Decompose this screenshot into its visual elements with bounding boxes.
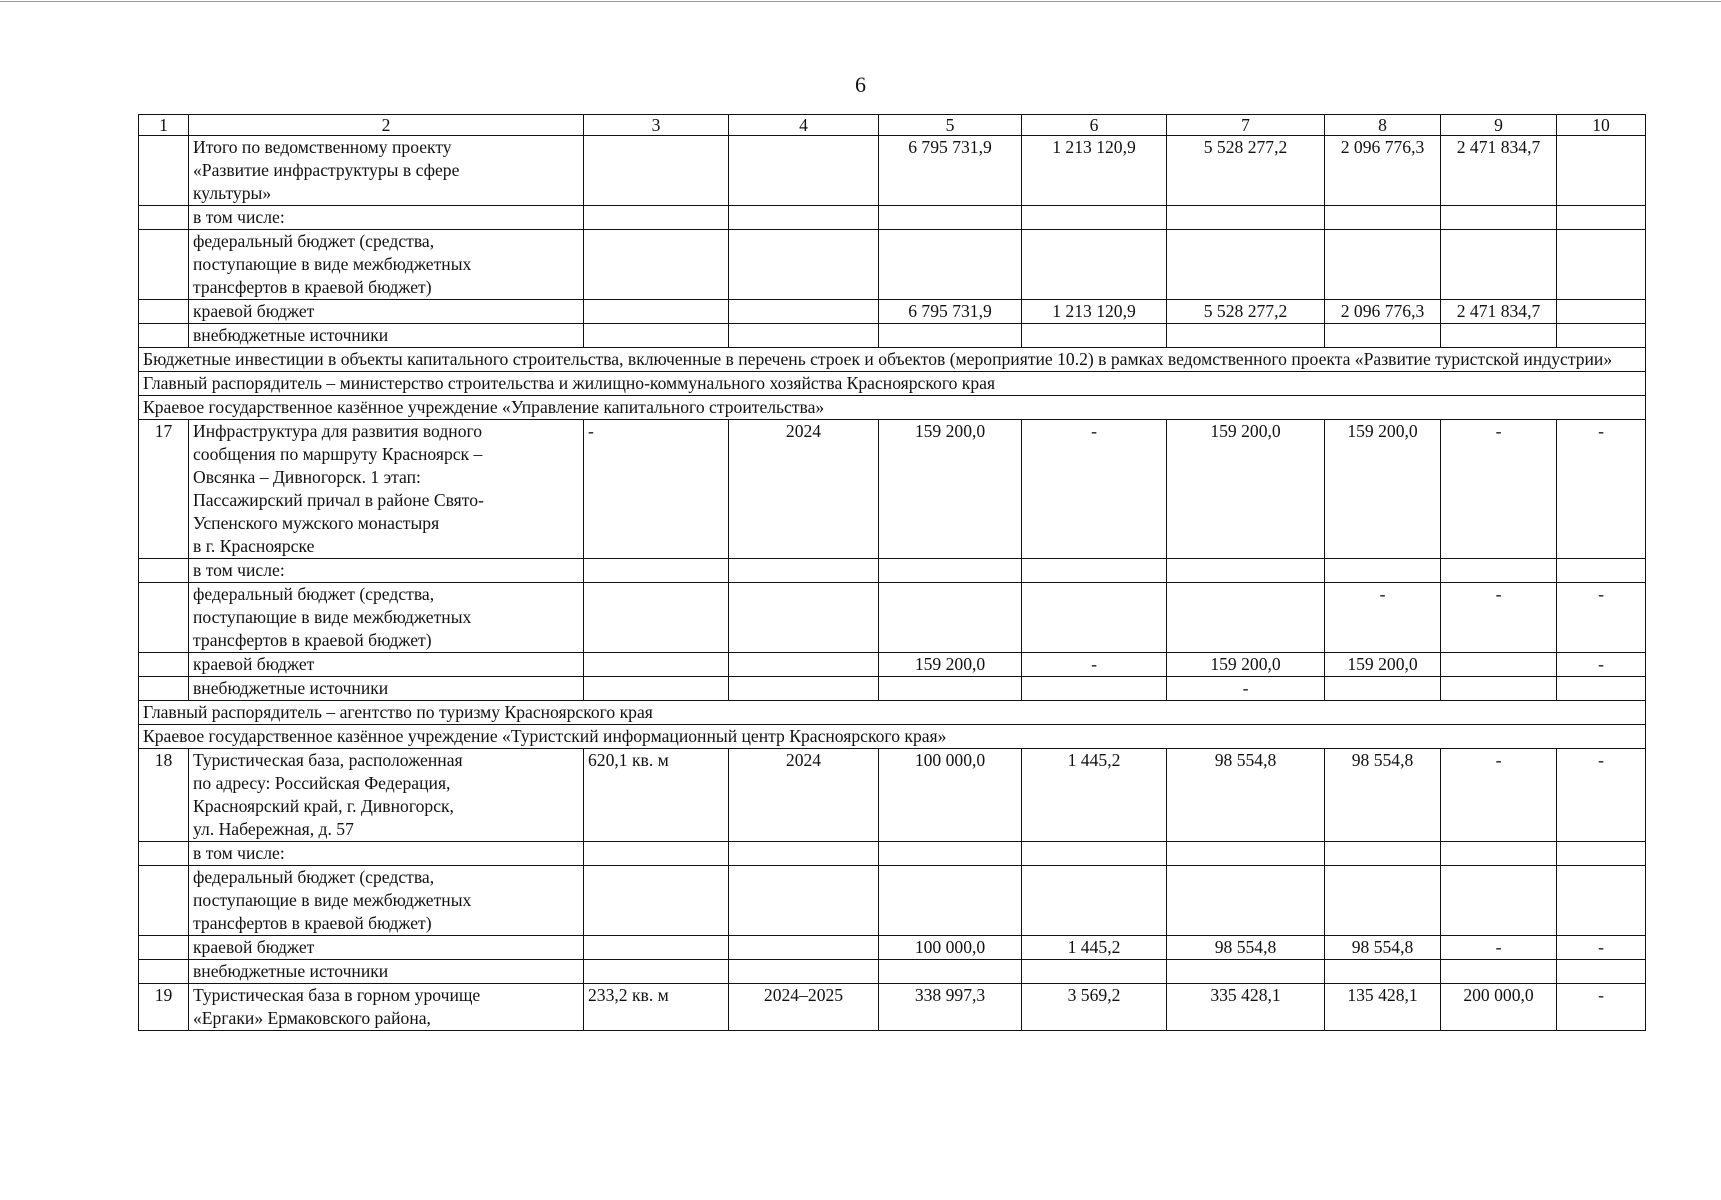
- value-cell: 159 200,0: [1167, 420, 1325, 559]
- value-cell: -: [1022, 420, 1167, 559]
- value-cell: [1325, 677, 1441, 701]
- table-row: [139, 324, 1646, 348]
- item-name-cell: краевой бюджет: [189, 653, 584, 677]
- table-row: [139, 984, 1646, 1031]
- value-cell: -: [1022, 653, 1167, 677]
- value-cell: [1441, 324, 1557, 348]
- value-cell: [584, 206, 729, 230]
- value-cell: -: [1441, 420, 1557, 559]
- item-name-cell: краевой бюджет: [189, 300, 584, 324]
- value-cell: 200 000,0: [1441, 984, 1557, 1031]
- value-cell: [1325, 866, 1441, 936]
- value-cell: [1022, 324, 1167, 348]
- table-row: [139, 653, 1646, 677]
- value-cell: -: [1557, 420, 1646, 559]
- row-number-cell: [139, 677, 189, 701]
- header-cell: 4: [729, 115, 879, 136]
- value-cell: [584, 324, 729, 348]
- row-number-cell: [139, 324, 189, 348]
- section-heading-row: [139, 701, 1646, 725]
- value-cell: [729, 583, 879, 653]
- value-cell: [1557, 230, 1646, 300]
- value-cell: 3 569,2: [1022, 984, 1167, 1031]
- value-cell: [1022, 206, 1167, 230]
- header-cell: 1: [139, 115, 189, 136]
- value-cell: [584, 677, 729, 701]
- value-cell: [584, 653, 729, 677]
- value-cell: [1325, 230, 1441, 300]
- item-name-cell: Инфраструктура для развития водного сообщения по маршруту Красноярск – Овсянка – Дивногорск. 1 этап: Пассажирский причал в районе Свято- Успенского мужского монастыря в г. Красноярске: [189, 420, 584, 559]
- section-heading-row: [139, 372, 1646, 396]
- value-cell: 2 471 834,7: [1441, 136, 1557, 206]
- value-cell: -: [1441, 936, 1557, 960]
- budget-table: [138, 114, 1646, 1031]
- item-name-cell: в том числе:: [189, 842, 584, 866]
- value-cell: [729, 230, 879, 300]
- row-number-cell: [139, 136, 189, 206]
- value-cell: [729, 653, 879, 677]
- table-row: [139, 677, 1646, 701]
- value-cell: -: [1557, 749, 1646, 842]
- section-heading: Главный распорядитель – агентство по туризму Красноярского края: [139, 701, 1646, 725]
- value-cell: 2024: [729, 420, 879, 559]
- table-row: [139, 300, 1646, 324]
- row-number-cell: [139, 842, 189, 866]
- value-cell: 1 213 120,9: [1022, 300, 1167, 324]
- value-cell: -: [1167, 677, 1325, 701]
- value-cell: [1441, 559, 1557, 583]
- section-heading-row: [139, 396, 1646, 420]
- value-cell: [584, 559, 729, 583]
- value-cell: 1 445,2: [1022, 936, 1167, 960]
- value-cell: [1441, 677, 1557, 701]
- value-cell: [1441, 960, 1557, 984]
- item-name-cell: внебюджетные источники: [189, 677, 584, 701]
- value-cell: 5 528 277,2: [1167, 300, 1325, 324]
- value-cell: -: [1557, 984, 1646, 1031]
- header-cell: 7: [1167, 115, 1325, 136]
- value-cell: 159 200,0: [1325, 420, 1441, 559]
- value-cell: [1022, 960, 1167, 984]
- value-cell: [1441, 842, 1557, 866]
- value-cell: [879, 324, 1022, 348]
- value-cell: [1557, 677, 1646, 701]
- value-cell: [1167, 206, 1325, 230]
- value-cell: [729, 936, 879, 960]
- value-cell: [584, 583, 729, 653]
- value-cell: 2024–2025: [729, 984, 879, 1031]
- value-cell: [1325, 324, 1441, 348]
- table-body: [139, 115, 1646, 1031]
- value-cell: 98 554,8: [1167, 749, 1325, 842]
- value-cell: [1022, 583, 1167, 653]
- value-cell: 6 795 731,9: [879, 136, 1022, 206]
- value-cell: [1022, 677, 1167, 701]
- value-cell: [879, 583, 1022, 653]
- row-number-cell: 18: [139, 749, 189, 842]
- value-cell: [1557, 842, 1646, 866]
- value-cell: [584, 230, 729, 300]
- item-name-cell: федеральный бюджет (средства, поступающие в виде межбюджетных трансфертов в краевой бюджет): [189, 866, 584, 936]
- table-row: [139, 936, 1646, 960]
- header-cell: 8: [1325, 115, 1441, 136]
- value-cell: 159 200,0: [879, 653, 1022, 677]
- value-cell: 620,1 кв. м: [584, 749, 729, 842]
- value-cell: [1167, 324, 1325, 348]
- page-number: 6: [855, 72, 866, 97]
- value-cell: [1022, 842, 1167, 866]
- section-heading-row: [139, 348, 1646, 372]
- value-cell: [1167, 842, 1325, 866]
- value-cell: [584, 936, 729, 960]
- value-cell: 2024: [729, 749, 879, 842]
- value-cell: [1441, 206, 1557, 230]
- table-row: [139, 420, 1646, 559]
- value-cell: [729, 677, 879, 701]
- header-cell: 9: [1441, 115, 1557, 136]
- row-number-cell: 19: [139, 984, 189, 1031]
- section-heading: Главный распорядитель – министерство строительства и жилищно-коммунального хозяйства Красноярского края: [139, 372, 1646, 396]
- item-name-cell: внебюджетные источники: [189, 324, 584, 348]
- value-cell: [1441, 653, 1557, 677]
- value-cell: [729, 206, 879, 230]
- scan-edge-line: [0, 1, 1721, 2]
- table-row: [139, 206, 1646, 230]
- item-name-cell: Итого по ведомственному проекту «Развитие инфраструктуры в сфере культуры»: [189, 136, 584, 206]
- value-cell: 335 428,1: [1167, 984, 1325, 1031]
- item-name-cell: федеральный бюджет (средства, поступающие в виде межбюджетных трансфертов в краевой бюджет): [189, 583, 584, 653]
- table-row: [139, 230, 1646, 300]
- value-cell: [1557, 960, 1646, 984]
- table-row: [139, 842, 1646, 866]
- value-cell: [729, 324, 879, 348]
- section-heading: Краевое государственное казённое учреждение «Управление капитального строительства»: [139, 396, 1646, 420]
- value-cell: [879, 206, 1022, 230]
- value-cell: [879, 866, 1022, 936]
- item-name-cell: краевой бюджет: [189, 936, 584, 960]
- value-cell: [729, 960, 879, 984]
- row-number-cell: [139, 866, 189, 936]
- value-cell: [1557, 136, 1646, 206]
- value-cell: [1022, 866, 1167, 936]
- value-cell: [1167, 960, 1325, 984]
- value-cell: [1557, 559, 1646, 583]
- value-cell: [729, 300, 879, 324]
- item-name-cell: Туристическая база в горном урочище «Ергаки» Ермаковского района,: [189, 984, 584, 1031]
- header-cell: 5: [879, 115, 1022, 136]
- value-cell: 135 428,1: [1325, 984, 1441, 1031]
- section-heading: Бюджетные инвестиции в объекты капитального строительства, включенные в перечень строек и объектов (мероприятие 10.2) в рамках ведомственного проекта «Развитие туристской индустрии»: [139, 348, 1646, 372]
- row-number-cell: [139, 583, 189, 653]
- value-cell: 6 795 731,9: [879, 300, 1022, 324]
- value-cell: [584, 866, 729, 936]
- value-cell: [729, 866, 879, 936]
- table-row: [139, 136, 1646, 206]
- value-cell: [584, 960, 729, 984]
- header-cell: 6: [1022, 115, 1167, 136]
- value-cell: 2 096 776,3: [1325, 136, 1441, 206]
- value-cell: 98 554,8: [1167, 936, 1325, 960]
- value-cell: [1022, 559, 1167, 583]
- value-cell: [729, 136, 879, 206]
- section-heading-row: [139, 725, 1646, 749]
- value-cell: [1325, 960, 1441, 984]
- value-cell: -: [1325, 583, 1441, 653]
- value-cell: -: [584, 420, 729, 559]
- value-cell: -: [1441, 749, 1557, 842]
- value-cell: [1167, 230, 1325, 300]
- value-cell: [1441, 866, 1557, 936]
- section-heading: Краевое государственное казённое учреждение «Туристский информационный центр Красноярского края»: [139, 725, 1646, 749]
- value-cell: [729, 559, 879, 583]
- value-cell: [1557, 300, 1646, 324]
- value-cell: 159 200,0: [879, 420, 1022, 559]
- table-row: [139, 866, 1646, 936]
- value-cell: [584, 842, 729, 866]
- item-name-cell: внебюджетные источники: [189, 960, 584, 984]
- value-cell: [1022, 230, 1167, 300]
- value-cell: 159 200,0: [1325, 653, 1441, 677]
- value-cell: 1 445,2: [1022, 749, 1167, 842]
- value-cell: [1325, 206, 1441, 230]
- value-cell: -: [1557, 653, 1646, 677]
- value-cell: 233,2 кв. м: [584, 984, 729, 1031]
- table-row: [139, 559, 1646, 583]
- value-cell: [879, 960, 1022, 984]
- value-cell: 2 471 834,7: [1441, 300, 1557, 324]
- value-cell: 159 200,0: [1167, 653, 1325, 677]
- value-cell: [879, 559, 1022, 583]
- row-number-cell: [139, 653, 189, 677]
- value-cell: [1167, 583, 1325, 653]
- value-cell: 338 997,3: [879, 984, 1022, 1031]
- item-name-cell: Туристическая база, расположенная по адресу: Российская Федерация, Красноярский край, г. Дивногорск, ул. Набережная, д. 57: [189, 749, 584, 842]
- value-cell: [879, 677, 1022, 701]
- row-number-cell: [139, 300, 189, 324]
- value-cell: [879, 842, 1022, 866]
- value-cell: [1441, 230, 1557, 300]
- value-cell: [584, 300, 729, 324]
- value-cell: [729, 842, 879, 866]
- value-cell: [1557, 324, 1646, 348]
- value-cell: 100 000,0: [879, 749, 1022, 842]
- value-cell: [1325, 559, 1441, 583]
- value-cell: 98 554,8: [1325, 936, 1441, 960]
- value-cell: -: [1441, 583, 1557, 653]
- item-name-cell: в том числе:: [189, 206, 584, 230]
- value-cell: 5 528 277,2: [1167, 136, 1325, 206]
- row-number-cell: [139, 559, 189, 583]
- item-name-cell: федеральный бюджет (средства, поступающие в виде межбюджетных трансфертов в краевой бюджет): [189, 230, 584, 300]
- table-header-row: [139, 115, 1646, 136]
- value-cell: 98 554,8: [1325, 749, 1441, 842]
- row-number-cell: [139, 206, 189, 230]
- table-row: [139, 960, 1646, 984]
- value-cell: [1167, 559, 1325, 583]
- header-cell: 3: [584, 115, 729, 136]
- value-cell: 2 096 776,3: [1325, 300, 1441, 324]
- header-cell: 10: [1557, 115, 1646, 136]
- value-cell: [1325, 842, 1441, 866]
- row-number-cell: [139, 230, 189, 300]
- header-cell: 2: [189, 115, 584, 136]
- row-number-cell: [139, 936, 189, 960]
- value-cell: [879, 230, 1022, 300]
- value-cell: 1 213 120,9: [1022, 136, 1167, 206]
- value-cell: [1557, 206, 1646, 230]
- value-cell: [1557, 866, 1646, 936]
- value-cell: -: [1557, 583, 1646, 653]
- value-cell: [584, 136, 729, 206]
- value-cell: 100 000,0: [879, 936, 1022, 960]
- item-name-cell: в том числе:: [189, 559, 584, 583]
- table-row: [139, 583, 1646, 653]
- row-number-cell: 17: [139, 420, 189, 559]
- value-cell: -: [1557, 936, 1646, 960]
- table-row: [139, 749, 1646, 842]
- row-number-cell: [139, 960, 189, 984]
- value-cell: [1167, 866, 1325, 936]
